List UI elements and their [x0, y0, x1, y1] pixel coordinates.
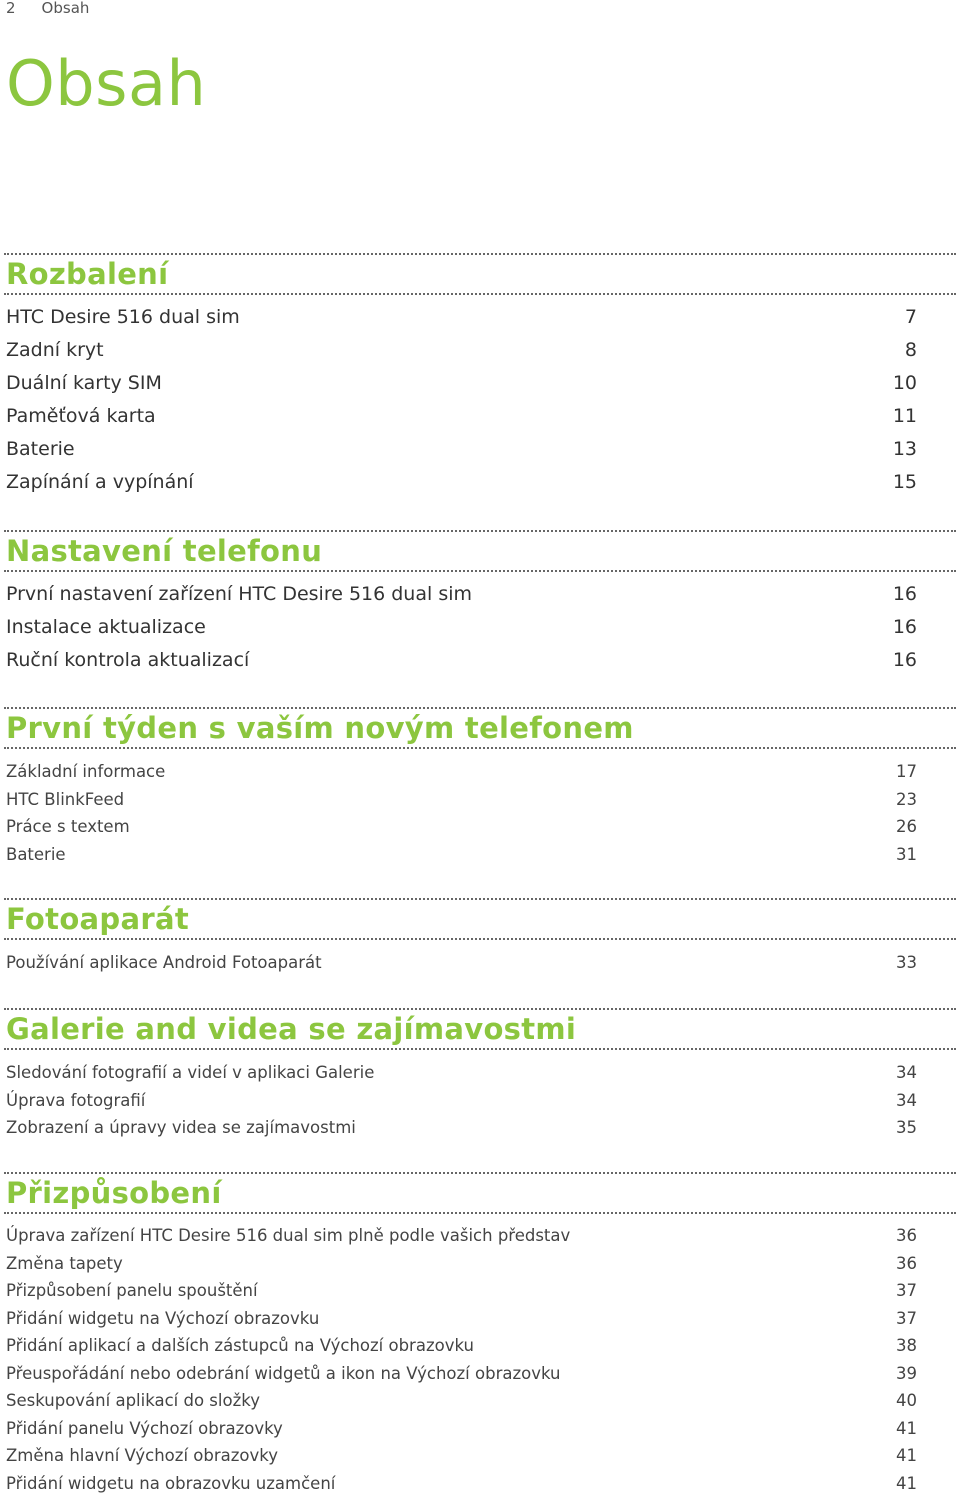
section-bottom-rule: [4, 1212, 956, 1214]
toc-entry-label: Úprava fotografií: [6, 1090, 146, 1110]
toc-entry-label: Přidání panelu Výchozí obrazovky: [6, 1418, 283, 1438]
section-bottom-rule: [4, 747, 956, 749]
toc-entry[interactable]: [0, 1470, 960, 1498]
toc-entry[interactable]: [0, 611, 960, 644]
toc-entry-page: 41: [896, 1473, 917, 1493]
toc-entry[interactable]: [0, 1250, 960, 1278]
toc-entry[interactable]: [0, 400, 960, 433]
section-bottom-rule: [4, 570, 956, 572]
toc-entry[interactable]: [0, 644, 960, 677]
toc-entry-label: Sledování fotografií a videí v aplikaci Galerie: [6, 1063, 375, 1082]
toc-entry-page: 16: [892, 616, 917, 638]
toc-entry-page: 35: [896, 1118, 917, 1137]
toc-entry-page: 33: [896, 953, 917, 972]
toc-entry[interactable]: [0, 1360, 960, 1388]
toc-entry-label: Zobrazení a úpravy videa se zajímavostmi: [6, 1118, 356, 1137]
toc-entry-page: 36: [896, 1253, 917, 1273]
section-bottom-rule: [4, 1048, 956, 1050]
toc-entry-label: Přeuspořádání nebo odebrání widgetů a ikon na Výchozí obrazovku: [6, 1363, 561, 1383]
toc-entry-page: 34: [896, 1063, 917, 1082]
toc-entry[interactable]: [0, 1277, 960, 1305]
toc-entry-page: 8: [904, 339, 917, 361]
toc-entry-page: 37: [896, 1281, 917, 1300]
toc-entry[interactable]: [0, 786, 960, 814]
toc-entry-label: První nastavení zařízení HTC Desire 516 dual sim: [6, 583, 473, 605]
toc-entry-page: 26: [896, 817, 917, 836]
toc-entry[interactable]: [0, 433, 960, 466]
toc-section-galerie: [0, 1008, 960, 1142]
section-title: Přizpůsobení: [6, 1176, 222, 1210]
toc-entry-label: Ruční kontrola aktualizací: [6, 649, 250, 671]
toc-entry-label: Změna tapety: [6, 1253, 123, 1273]
toc-section-prvni-tyden: [0, 707, 960, 868]
toc-entry-page: 41: [896, 1418, 917, 1438]
toc-entry-page: 10: [892, 372, 917, 394]
toc-entry-label: Změna hlavní Výchozí obrazovky: [6, 1446, 278, 1465]
toc-entry[interactable]: [0, 1415, 960, 1443]
toc-entry-label: HTC BlinkFeed: [6, 789, 125, 809]
toc-entry-page: 17: [896, 762, 917, 781]
toc-entry-label: Paměťová karta: [6, 405, 156, 427]
section-title: Nastavení telefonu: [6, 534, 323, 568]
toc-entry-label: Seskupování aplikací do složky: [6, 1391, 260, 1410]
toc-entry-label: Přidání aplikací a dalších zástupců na Výchozí obrazovku: [6, 1336, 474, 1355]
toc-entry[interactable]: [0, 1059, 960, 1087]
section-title: Rozbalení: [6, 257, 169, 291]
toc-entry-label: Zapínání a vypínání: [6, 471, 194, 493]
toc-entry[interactable]: [0, 949, 960, 977]
toc-entry-page: 39: [896, 1363, 917, 1383]
toc-entry-label: Baterie: [6, 438, 75, 460]
page-title: Obsah: [6, 47, 207, 120]
toc-entry-label: HTC Desire 516 dual sim: [6, 306, 240, 328]
running-header: [6, 0, 89, 16]
toc-entry-page: 16: [892, 649, 917, 671]
toc-entry[interactable]: [0, 841, 960, 869]
header-running-title: Obsah: [41, 0, 90, 17]
section-title: První týden s vaším novým telefonem: [6, 711, 634, 745]
toc-entry[interactable]: [0, 1305, 960, 1333]
toc-entry-label: Používání aplikace Android Fotoaparát: [6, 953, 322, 972]
toc-entry[interactable]: [0, 1387, 960, 1415]
toc-entry[interactable]: [0, 301, 960, 334]
header-page-number: 2: [6, 0, 16, 17]
toc-entry-label: Přidání widgetu na obrazovku uzamčení: [6, 1473, 336, 1493]
toc-entry-page: 41: [896, 1446, 917, 1465]
section-bottom-rule: [4, 293, 956, 295]
section-title: Fotoaparát: [6, 902, 189, 936]
toc-section-rozbaleni: [0, 253, 960, 499]
toc-entry[interactable]: [0, 1087, 960, 1115]
toc-entry-page: 37: [896, 1308, 917, 1328]
toc-entry-page: 16: [892, 583, 917, 605]
toc-entry[interactable]: [0, 1442, 960, 1470]
section-title: Galerie and videa se zajímavostmi: [6, 1012, 577, 1046]
toc-entry[interactable]: [0, 1222, 960, 1250]
toc-entry-page: 36: [896, 1226, 917, 1245]
toc-entry-label: Základní informace: [6, 762, 166, 781]
section-bottom-rule: [4, 938, 956, 940]
toc-entry-label: Zadní kryt: [6, 339, 104, 361]
toc-entry-label: Přizpůsobení panelu spouštění: [6, 1281, 258, 1300]
toc-entry-page: 40: [896, 1391, 917, 1410]
toc-entry[interactable]: [0, 578, 960, 611]
toc-entry-label: Přidání widgetu na Výchozí obrazovku: [6, 1308, 320, 1328]
toc-entry-page: 7: [904, 306, 917, 328]
toc-entry-page: 34: [896, 1090, 917, 1110]
toc-entry-page: 15: [892, 471, 917, 493]
toc-entry[interactable]: [0, 334, 960, 367]
toc-entry[interactable]: [0, 1114, 960, 1142]
toc-entry-page: 38: [896, 1336, 917, 1355]
toc-entry-label: Baterie: [6, 844, 66, 864]
toc-entry-page: 31: [896, 844, 917, 864]
toc-entry-label: Instalace aktualizace: [6, 616, 206, 638]
toc-entry-label: Duální karty SIM: [6, 372, 162, 394]
toc-entry[interactable]: [0, 1332, 960, 1360]
toc-section-nastaveni-telefonu: [0, 530, 960, 677]
toc-section-fotoaparat: [0, 898, 960, 977]
toc-entry[interactable]: [0, 813, 960, 841]
toc-entry-page: 11: [892, 405, 917, 427]
toc-section-prizpusobeni: [0, 1172, 960, 1497]
toc-entry-page: 13: [892, 438, 917, 460]
toc-entry-label: Úprava zařízení HTC Desire 516 dual sim plně podle vašich představ: [6, 1226, 571, 1245]
toc-entry-page: 23: [896, 789, 917, 809]
toc-entry-label: Práce s textem: [6, 817, 130, 836]
toc-entry[interactable]: [0, 367, 960, 400]
toc-entry[interactable]: [0, 758, 960, 786]
toc-entry[interactable]: [0, 466, 960, 499]
